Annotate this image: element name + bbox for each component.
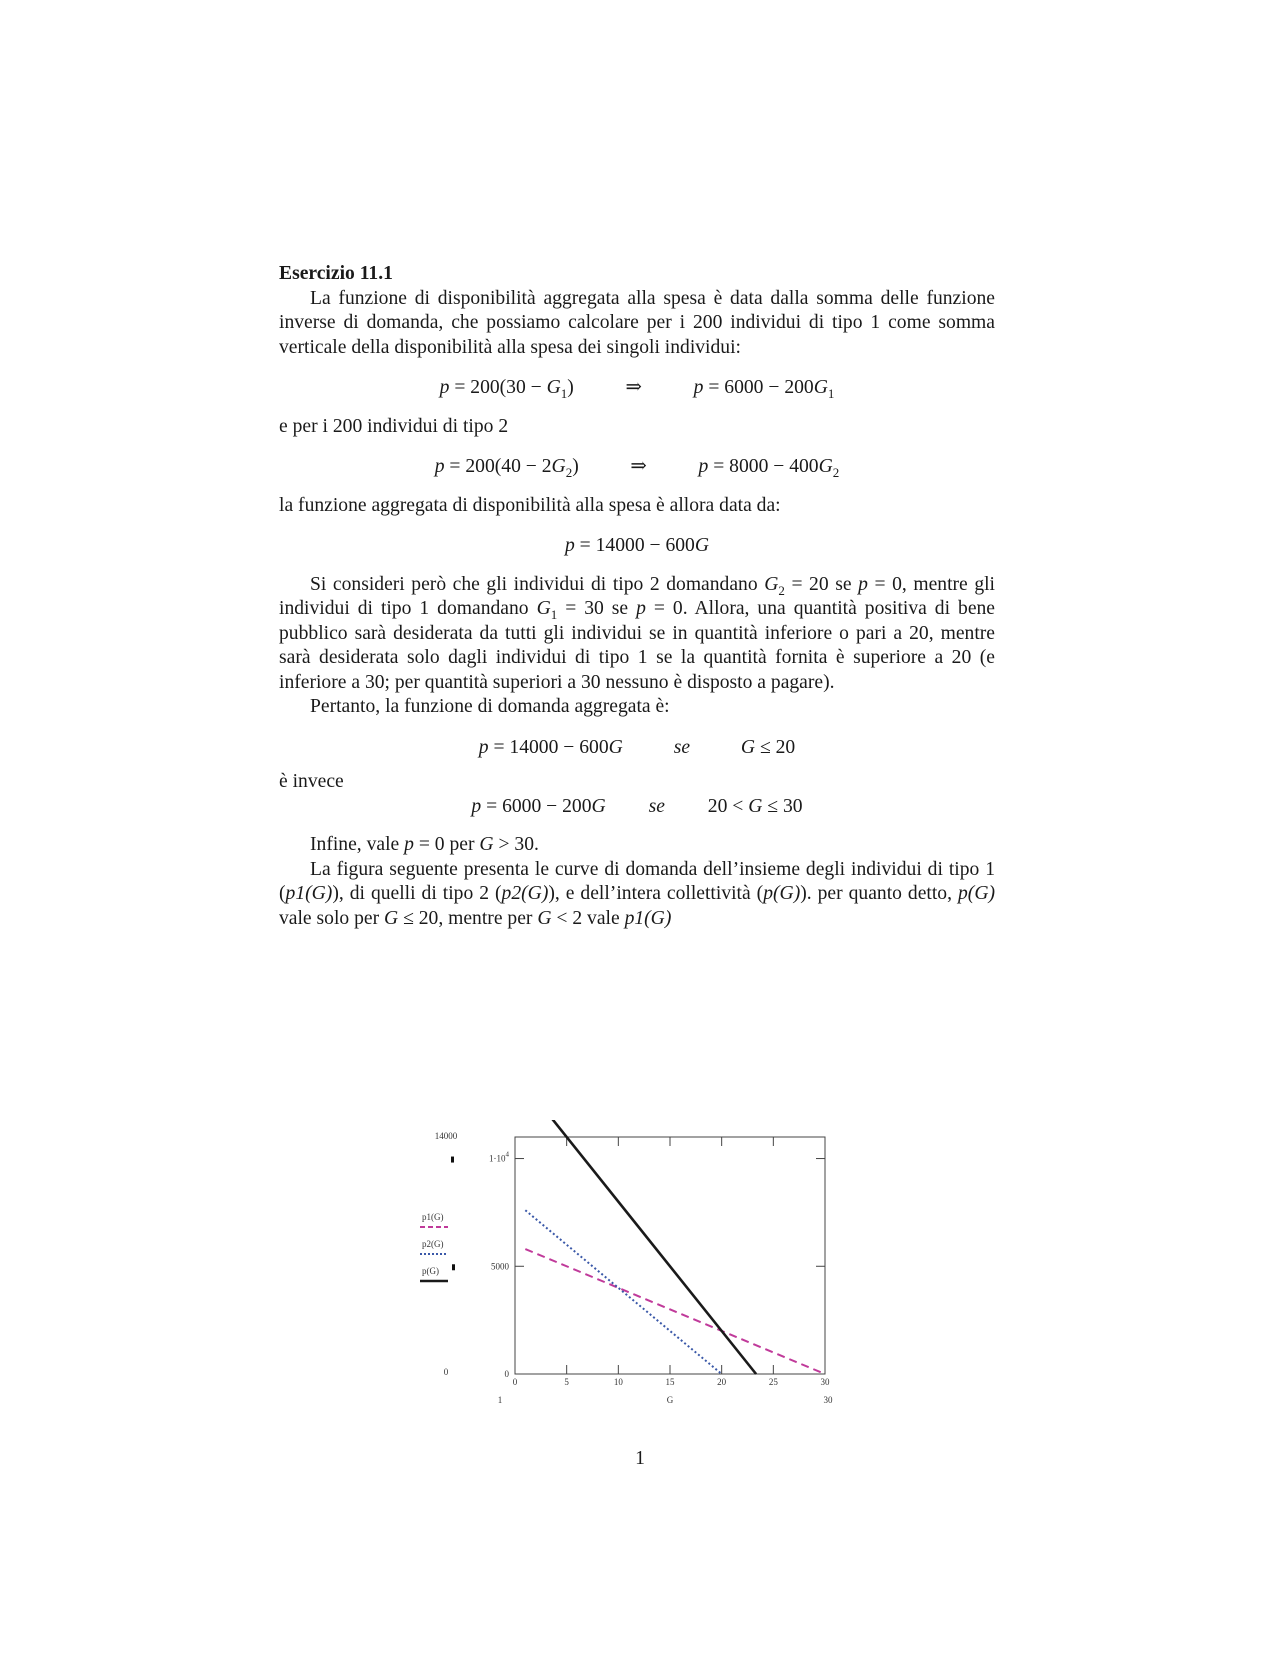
- legend-label: p1(G): [422, 1212, 444, 1222]
- x-tick-label: 30: [820, 1377, 830, 1387]
- equation-type1: $p = 200(30 - G_1)$ ⇒ $p = 6000 - 200G_1$: [439, 377, 835, 401]
- x-axis-label: G: [666, 1395, 674, 1405]
- paragraph-instead: è invece: [279, 771, 344, 792]
- y-range-min-label: 0: [443, 1367, 449, 1377]
- equation-aggregate: p = 14000 − 600G: [564, 535, 710, 556]
- paragraph-type2: e per i 200 individui di tipo 2: [279, 415, 509, 437]
- series-line-pg: [525, 1120, 756, 1374]
- x-tick-label: 0: [512, 1377, 518, 1387]
- axis-marker-square: [451, 1157, 454, 1163]
- legend-label: p2(G): [422, 1239, 444, 1249]
- y-tick-label: $1\cdot 10^4$: [489, 1150, 509, 1164]
- exercise-text: [279, 262, 995, 931]
- paragraph-figure-description: La figura seguente presenta le curve di domanda dell’insieme degli individui di tipo 1 (p1(G)), di quelli di tipo 2 (p2(G)), e dell’intera collettività (p(G)). per quanto detto, p(G) vale solo per G ≤ 20, mentre per G < 2 vale p1(G): [279, 858, 995, 929]
- equation-piece1: p = 14000 − 600G se G ≤ 20: [478, 736, 796, 758]
- x-tick-label: 20: [717, 1377, 727, 1387]
- paragraph-consideration: Si consideri però che gli individui di tipo 2 domandano $G_2 = 20$ se p = 0, mentre gli individui di tipo 1 domandano $G_1 = 30$ se p = 0. Allora, una quantità positiva di bene pubblico sarà desiderata da tutti gli individui se in quantità inferiore o pari a 20, mentre sarà desiderata solo dagli individui di tipo 1 se la quantità fornita è superiore a 20 (e inferiore a 30; per quantità superiori a 30 nessuno è disposto a pagare).: [279, 573, 996, 693]
- implies-arrow: ⇒: [630, 456, 647, 477]
- x-tick-label: 10: [613, 1377, 623, 1387]
- series-line-p1g: [525, 1249, 825, 1374]
- plot-frame: [515, 1137, 825, 1374]
- y-tick-label: 0: [504, 1369, 509, 1379]
- paragraph-aggregate: la funzione aggregata di disponibilità alla spesa è allora data da:: [279, 494, 781, 516]
- y-range-max-label: 14000: [434, 1131, 458, 1141]
- page-number: 1: [635, 1448, 645, 1469]
- paragraph-finally: Infine, vale p = 0 per G > 30.: [310, 834, 539, 855]
- equation-type2: $p = 200(40 - 2G_2)$ ⇒ $p = 8000 - 400G_2$: [434, 456, 840, 480]
- exercise-heading: Esercizio 11.1: [279, 263, 393, 284]
- paragraph-intro: La funzione di disponibilità aggregata alla spesa è data dalla somma delle funzione inverse di domanda, che possiamo calcolare per i 200 individui di tipo 1 come somma verticale della disponibilità alla spesa dei singoli individui:: [279, 287, 995, 358]
- x-tick-label: 5: [564, 1377, 569, 1387]
- demand-curves-chart: [420, 1120, 840, 1410]
- x-tick-label: 15: [665, 1377, 675, 1387]
- y-tick-label: 5000: [491, 1261, 509, 1272]
- x-range-max-label: 30: [823, 1395, 833, 1405]
- x-tick-label: 25: [768, 1377, 778, 1387]
- implies-arrow: ⇒: [625, 377, 642, 398]
- legend-label: p(G): [422, 1266, 439, 1276]
- equation-piece2: p = 6000 − 200G se 20 < G ≤ 30: [471, 795, 803, 817]
- paragraph-therefore: Pertanto, la funzione di domanda aggregata è:: [310, 696, 670, 717]
- axis-marker-square: [452, 1264, 455, 1270]
- x-range-min-label: 1: [497, 1395, 503, 1405]
